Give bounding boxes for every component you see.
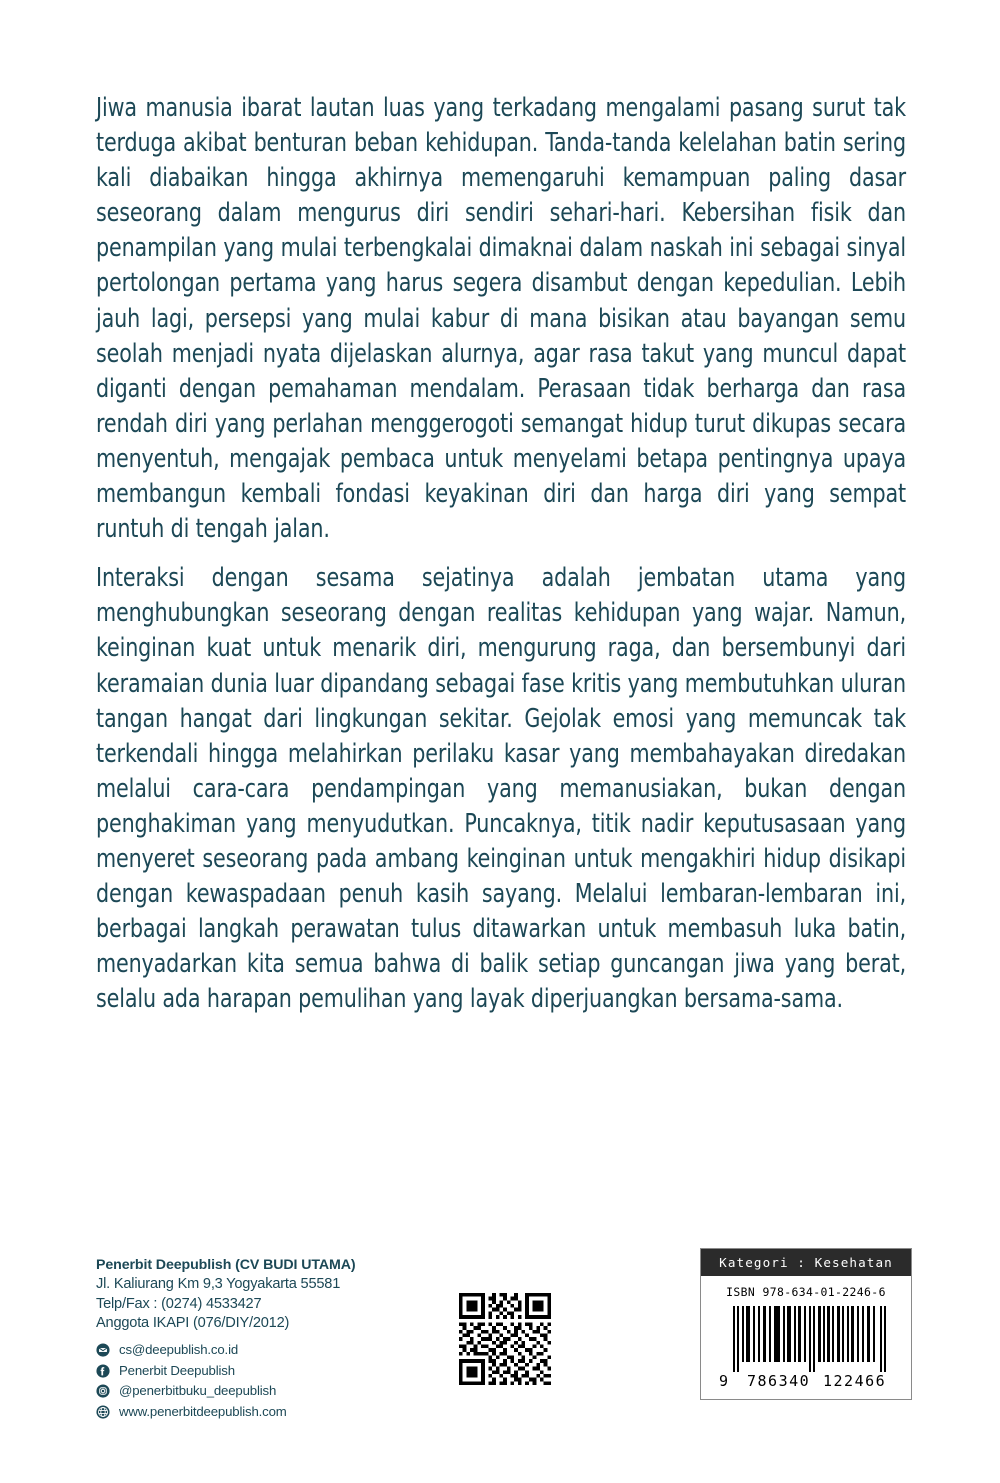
contact-row-email[interactable] xyxy=(96,1341,436,1360)
blurb-paragraph-1: Jiwa manusia ibarat lautan luas yang terkadang mengalami pasang surut tak terduga akibat benturan beban kehidupan. Tanda-tanda kelelahan batin sering kali diabaikan hingga akhirnya memengaruhi kemampuan paling dasar seseorang dalam mengurus diri sendiri sehari-hari. Kebersihan fisik dan penampilan yang mulai terbengkalai dimaknai dalam naskah ini sebagai sinyal pertolongan pertama yang harus segera disambut dengan kepedulian. Lebih jauh lagi, persepsi yang mulai kabur di mana bisikan atau bayangan semu seolah menjadi nyata dijelaskan alurnya, agar rasa takut yang muncul dapat diganti dengan pemahaman mendalam. Perasaan tidak berharga dan rasa rendah diri yang perlahan menggerogoti semangat hidup turut dikupas secara menyentuh, mengajak pembaca untuk menyelami betapa pentingnya upaya membangun kembali fondasi keyakinan diri dan harga diri yang sempat runtuh di tengah jalan. xyxy=(96,92,907,544)
contact-email-text: cs@deepublish.co.id xyxy=(119,1342,239,1357)
contact-row-facebook[interactable] xyxy=(96,1361,436,1380)
publisher-info-block xyxy=(96,1256,436,1423)
website-icon xyxy=(96,1405,110,1419)
ean13-barcode xyxy=(711,1304,901,1390)
isbn-barcode-panel xyxy=(700,1248,912,1400)
footer-band xyxy=(0,1248,1000,1428)
contact-instagram-text: @penerbitbuku_deepublish xyxy=(119,1383,277,1398)
category-badge: Kategori : Kesehatan xyxy=(701,1249,911,1276)
publisher-address: Jl. Kaliurang Km 9,3 Yogyakarta 55581 xyxy=(96,1276,341,1292)
back-cover-blurb xyxy=(96,90,906,1016)
isbn-number: ISBN 978-634-01-2246-6 xyxy=(726,1285,886,1299)
barcode-graphic xyxy=(711,1304,901,1390)
qr-code[interactable] xyxy=(459,1293,551,1385)
contact-row-website[interactable] xyxy=(96,1402,436,1421)
publisher-name: Penerbit Deepublish (CV BUDI UTAMA) xyxy=(96,1257,356,1273)
publisher-contacts xyxy=(96,1341,436,1422)
publisher-membership: Anggota IKAPI (076/DIY/2012) xyxy=(96,1315,290,1331)
blurb-paragraph-2: Interaksi dengan sesama sejatinya adalah jembatan utama yang menghubungkan seseorang dengan realitas kehidupan yang wajar. Namun, keinginan kuat untuk menarik diri, mengurung raga, dan bersembunyi dari keramaian dunia luar dipandang sebagai fase kritis yang membutuhkan uluran tangan hangat dari lingkungan sekitar. Gejolak emosi yang memuncak tak terkendali hingga melahirkan perilaku kasar yang membahayakan diredakan melalui cara-cara pendampingan yang memanusiakan, bukan dengan penghakiman yang menyudutkan. Puncaknya, titik nadir keputusasaan yang menyeret seseorang pada ambang keinginan untuk mengakhiri hidup disikapi dengan kewaspadaan penuh kasih sayang. Melalui lembaran-lembaran ini, berbagai langkah perawatan tulus ditawarkan untuk membasuh luka batin, menyadarkan kita semua bahwa di balik setiap guncangan jiwa yang berat, selalu ada harapan pemulihan yang layak diperjuangkan bersama-sama. xyxy=(96,562,907,1014)
isbn-body xyxy=(701,1285,911,1408)
contact-row-instagram[interactable] xyxy=(96,1382,436,1401)
email-icon xyxy=(96,1343,110,1357)
qr-code-graphic xyxy=(459,1293,551,1385)
barcode-lead-digit: 9 xyxy=(719,1372,729,1390)
publisher-phone: Telp/Fax : (0274) 4533427 xyxy=(96,1295,262,1312)
barcode-left-digits: 786340 xyxy=(747,1372,811,1390)
facebook-icon xyxy=(96,1364,110,1378)
contact-website-text: www.penerbitdeepublish.com xyxy=(119,1403,287,1419)
instagram-icon xyxy=(96,1384,110,1398)
contact-facebook-text: Penerbit Deepublish xyxy=(119,1362,235,1378)
barcode-right-digits: 122466 xyxy=(823,1372,887,1390)
